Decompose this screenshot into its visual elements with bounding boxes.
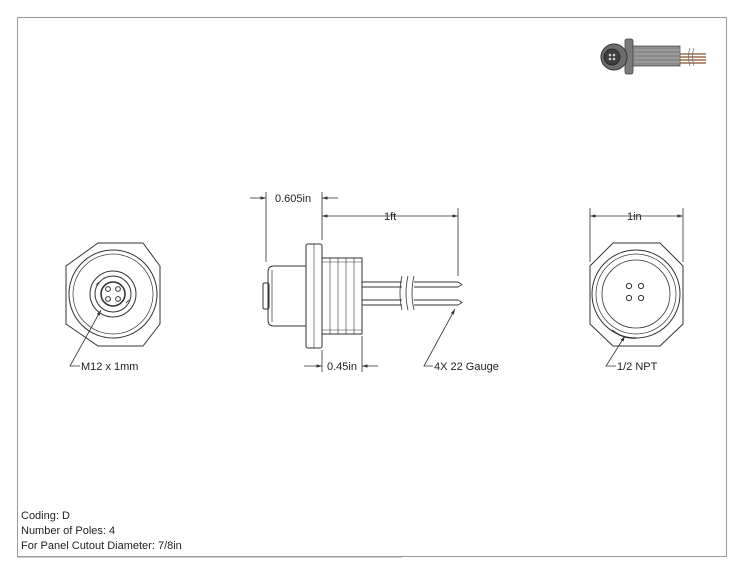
length-label: 1ft	[384, 211, 397, 223]
flange-width-label: 0.605in	[275, 193, 312, 205]
thread-callout: M12 x 1mm	[81, 361, 139, 373]
wires-callout: 4X 22 Gauge	[434, 361, 499, 373]
side-view	[263, 244, 462, 348]
drawing-notes	[21, 509, 182, 554]
leader-wires	[424, 309, 455, 366]
coding-note: Coding: D	[21, 510, 70, 522]
poles-note: Number of Poles: 4	[21, 525, 116, 537]
npt-callout: 1/2 NPT	[617, 361, 658, 373]
panel-cutout-note: For Panel Cutout Diameter: 7/8in	[21, 540, 182, 552]
leader-thread	[70, 310, 101, 366]
hex-size-label: 1in	[627, 211, 642, 223]
connector-3d-thumbnail	[601, 39, 706, 74]
thread-length-label: 0.45in	[327, 361, 357, 373]
front-view	[66, 243, 160, 346]
back-view	[590, 243, 683, 346]
